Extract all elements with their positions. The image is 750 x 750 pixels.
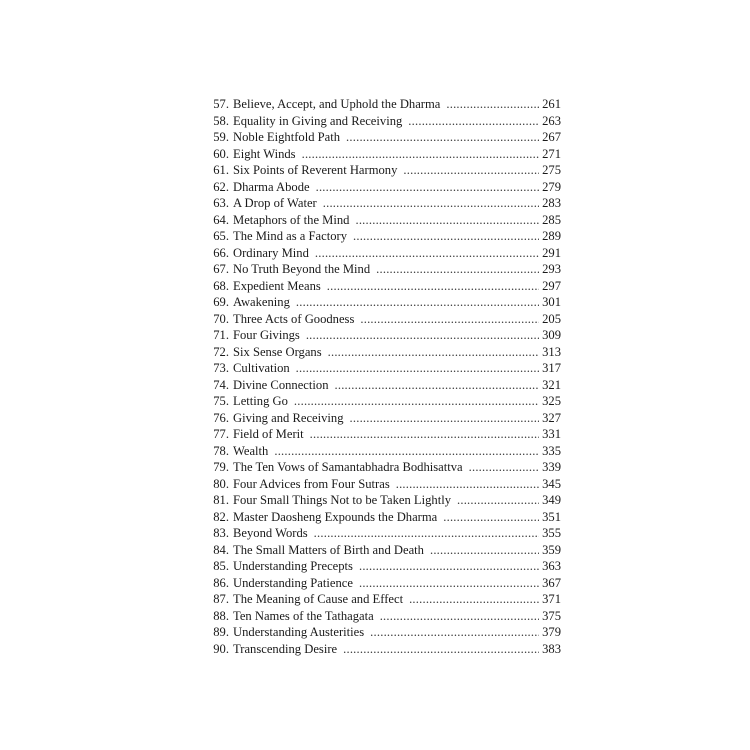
chapter-number: 84. xyxy=(213,542,229,557)
chapter-title: Metaphors of the Mind xyxy=(233,212,350,227)
dot-leader xyxy=(343,641,539,658)
chapter-number: 82. xyxy=(213,509,229,524)
chapter-title: Noble Eightfold Path xyxy=(233,130,341,144)
dot-leader xyxy=(296,294,539,311)
page-number: 263 xyxy=(542,113,561,128)
chapter-title: The Meaning of Cause and Effect xyxy=(233,592,404,606)
dot-leader xyxy=(430,542,539,559)
dot-leader xyxy=(408,113,539,130)
chapter-title: Master Daosheng Expounds the Dharma xyxy=(233,509,438,524)
chapter-title: Eight Winds xyxy=(233,146,296,161)
table-of-contents xyxy=(202,96,561,657)
page-number: 335 xyxy=(542,443,561,458)
toc-entry xyxy=(202,146,561,163)
dot-leader xyxy=(355,212,539,229)
dot-leader xyxy=(302,146,540,163)
chapter-number: 80. xyxy=(213,476,229,491)
chapter-title: Understanding Precepts xyxy=(233,559,353,573)
chapter-title: Four Givings xyxy=(233,328,300,342)
dot-leader xyxy=(403,162,539,179)
dot-leader xyxy=(396,476,539,493)
page-number: 205 xyxy=(542,311,561,326)
toc-entry xyxy=(202,294,561,311)
chapter-title: Four Small Things Not to be Taken Lightly xyxy=(233,493,451,507)
chapter-number: 73. xyxy=(213,361,229,375)
chapter-number: 62. xyxy=(213,179,229,194)
chapter-number: 65. xyxy=(213,229,229,243)
chapter-number: 83. xyxy=(213,526,229,540)
dot-leader xyxy=(359,558,539,575)
chapter-title: Divine Connection xyxy=(233,377,329,392)
page-number: 367 xyxy=(542,575,561,590)
chapter-number: 63. xyxy=(213,196,229,210)
chapter-number: 70. xyxy=(213,311,229,326)
dot-leader xyxy=(314,525,539,542)
page-number: 289 xyxy=(542,229,561,243)
chapter-title: Expedient Means xyxy=(233,278,321,293)
chapter-title: No Truth Beyond the Mind xyxy=(233,262,371,276)
dot-leader xyxy=(443,509,539,526)
chapter-title: The Ten Vows of Samantabhadra Bodhisattva xyxy=(233,460,463,474)
page-number: 313 xyxy=(542,344,561,359)
page-number: 331 xyxy=(542,427,561,441)
chapter-title: Giving and Receiving xyxy=(233,410,344,425)
dot-leader xyxy=(310,426,539,443)
chapter-number: 75. xyxy=(213,394,229,408)
chapter-number: 78. xyxy=(213,443,229,458)
toc-entry xyxy=(202,525,561,542)
toc-entry xyxy=(202,377,561,394)
toc-entry xyxy=(202,311,561,328)
page-number: 359 xyxy=(542,542,561,557)
page-number: 349 xyxy=(542,493,561,507)
page-number: 291 xyxy=(542,245,561,260)
dot-leader xyxy=(370,624,539,641)
dot-leader xyxy=(323,195,539,212)
chapter-number: 85. xyxy=(213,559,229,573)
chapter-title: Letting Go xyxy=(233,394,288,408)
page-number: 375 xyxy=(542,608,561,623)
dot-leader xyxy=(457,492,539,509)
toc-entry xyxy=(202,96,561,113)
chapter-number: 90. xyxy=(213,641,229,656)
toc-entry xyxy=(202,179,561,196)
dot-leader xyxy=(353,228,539,245)
page-number: 339 xyxy=(542,460,561,474)
page-number: 379 xyxy=(542,625,561,639)
dot-leader xyxy=(350,410,540,427)
toc-entry xyxy=(202,509,561,526)
chapter-number: 64. xyxy=(213,212,229,227)
toc-entry xyxy=(202,575,561,592)
toc-entry xyxy=(202,558,561,575)
dot-leader xyxy=(346,129,539,146)
page-number: 321 xyxy=(542,377,561,392)
chapter-title: A Drop of Water xyxy=(233,196,317,210)
toc-entry xyxy=(202,608,561,625)
page-number: 327 xyxy=(542,410,561,425)
dot-leader xyxy=(306,327,539,344)
page-number: 355 xyxy=(542,526,561,540)
page-number: 351 xyxy=(542,509,561,524)
chapter-title: Six Sense Organs xyxy=(233,344,322,359)
chapter-number: 87. xyxy=(213,592,229,606)
chapter-title: Believe, Accept, and Uphold the Dharma xyxy=(233,97,441,111)
chapter-number: 71. xyxy=(213,328,229,342)
toc-entry xyxy=(202,195,561,212)
page-number: 383 xyxy=(542,641,561,656)
chapter-title: Three Acts of Goodness xyxy=(233,311,355,326)
chapter-number: 79. xyxy=(213,460,229,474)
toc-entry xyxy=(202,393,561,410)
toc-entry xyxy=(202,278,561,295)
page-number: 371 xyxy=(542,592,561,606)
page-number: 293 xyxy=(542,262,561,276)
page-number: 271 xyxy=(542,146,561,161)
chapter-number: 66. xyxy=(213,245,229,260)
toc-entry xyxy=(202,591,561,608)
page-number: 279 xyxy=(542,179,561,194)
chapter-title: Dharma Abode xyxy=(233,179,310,194)
chapter-title: Four Advices from Four Sutras xyxy=(233,476,390,491)
page-number: 317 xyxy=(542,361,561,375)
toc-entry xyxy=(202,476,561,493)
page-number: 283 xyxy=(542,196,561,210)
dot-leader xyxy=(376,261,539,278)
toc-entry xyxy=(202,327,561,344)
page-number: 309 xyxy=(542,328,561,342)
toc-entry xyxy=(202,542,561,559)
toc-entry xyxy=(202,410,561,427)
chapter-number: 69. xyxy=(213,295,229,309)
chapter-title: Transcending Desire xyxy=(233,641,338,656)
chapter-title: Wealth xyxy=(233,443,269,458)
chapter-number: 74. xyxy=(213,377,229,392)
chapter-number: 67. xyxy=(213,262,229,276)
dot-leader xyxy=(294,393,539,410)
page-number: 261 xyxy=(542,97,561,111)
chapter-number: 86. xyxy=(213,575,229,590)
page-number: 363 xyxy=(542,559,561,573)
toc-entry xyxy=(202,624,561,641)
toc-entry xyxy=(202,162,561,179)
toc-entry xyxy=(202,492,561,509)
toc-entry xyxy=(202,641,561,658)
dot-leader xyxy=(469,459,539,476)
chapter-title: Cultivation xyxy=(233,361,290,375)
toc-entry xyxy=(202,426,561,443)
chapter-title: Understanding Patience xyxy=(233,575,353,590)
toc-entry xyxy=(202,344,561,361)
page-number: 325 xyxy=(542,394,561,408)
chapter-number: 88. xyxy=(213,608,229,623)
chapter-title: Ordinary Mind xyxy=(233,245,309,260)
chapter-number: 57. xyxy=(213,97,229,111)
dot-leader xyxy=(446,96,539,113)
page-number: 275 xyxy=(542,163,561,177)
dot-leader xyxy=(315,245,539,262)
chapter-number: 76. xyxy=(213,410,229,425)
toc-entry xyxy=(202,129,561,146)
chapter-title: Field of Merit xyxy=(233,427,304,441)
page-number: 267 xyxy=(542,130,561,144)
chapter-title: Equality in Giving and Receiving xyxy=(233,113,403,128)
chapter-number: 58. xyxy=(213,113,229,128)
dot-leader xyxy=(328,344,539,361)
chapter-title: The Mind as a Factory xyxy=(233,229,348,243)
chapter-number: 77. xyxy=(213,427,229,441)
toc-entry xyxy=(202,360,561,377)
dot-leader xyxy=(360,311,539,328)
page-number: 301 xyxy=(542,295,561,309)
chapter-title: Understanding Austerities xyxy=(233,625,365,639)
toc-entry xyxy=(202,228,561,245)
chapter-number: 72. xyxy=(213,344,229,359)
dot-leader xyxy=(274,443,539,460)
dot-leader xyxy=(296,360,539,377)
chapter-number: 61. xyxy=(213,163,229,177)
toc-entry xyxy=(202,212,561,229)
toc-entry xyxy=(202,113,561,130)
toc-entry xyxy=(202,459,561,476)
dot-leader xyxy=(359,575,539,592)
page-number: 345 xyxy=(542,476,561,491)
dot-leader xyxy=(316,179,540,196)
toc-entry xyxy=(202,245,561,262)
chapter-title: Awakening xyxy=(233,295,290,309)
chapter-title: Ten Names of the Tathagata xyxy=(233,608,374,623)
chapter-number: 68. xyxy=(213,278,229,293)
chapter-number: 60. xyxy=(213,146,229,161)
chapter-title: Six Points of Reverent Harmony xyxy=(233,163,398,177)
toc-entry xyxy=(202,443,561,460)
page-number: 297 xyxy=(542,278,561,293)
chapter-title: Beyond Words xyxy=(233,526,308,540)
chapter-number: 59. xyxy=(213,130,229,144)
toc-entry xyxy=(202,261,561,278)
dot-leader xyxy=(409,591,539,608)
dot-leader xyxy=(335,377,540,394)
dot-leader xyxy=(380,608,539,625)
chapter-title: The Small Matters of Birth and Death xyxy=(233,542,424,557)
chapter-number: 89. xyxy=(213,625,229,639)
dot-leader xyxy=(327,278,539,295)
chapter-number: 81. xyxy=(213,493,229,507)
page-number: 285 xyxy=(542,212,561,227)
